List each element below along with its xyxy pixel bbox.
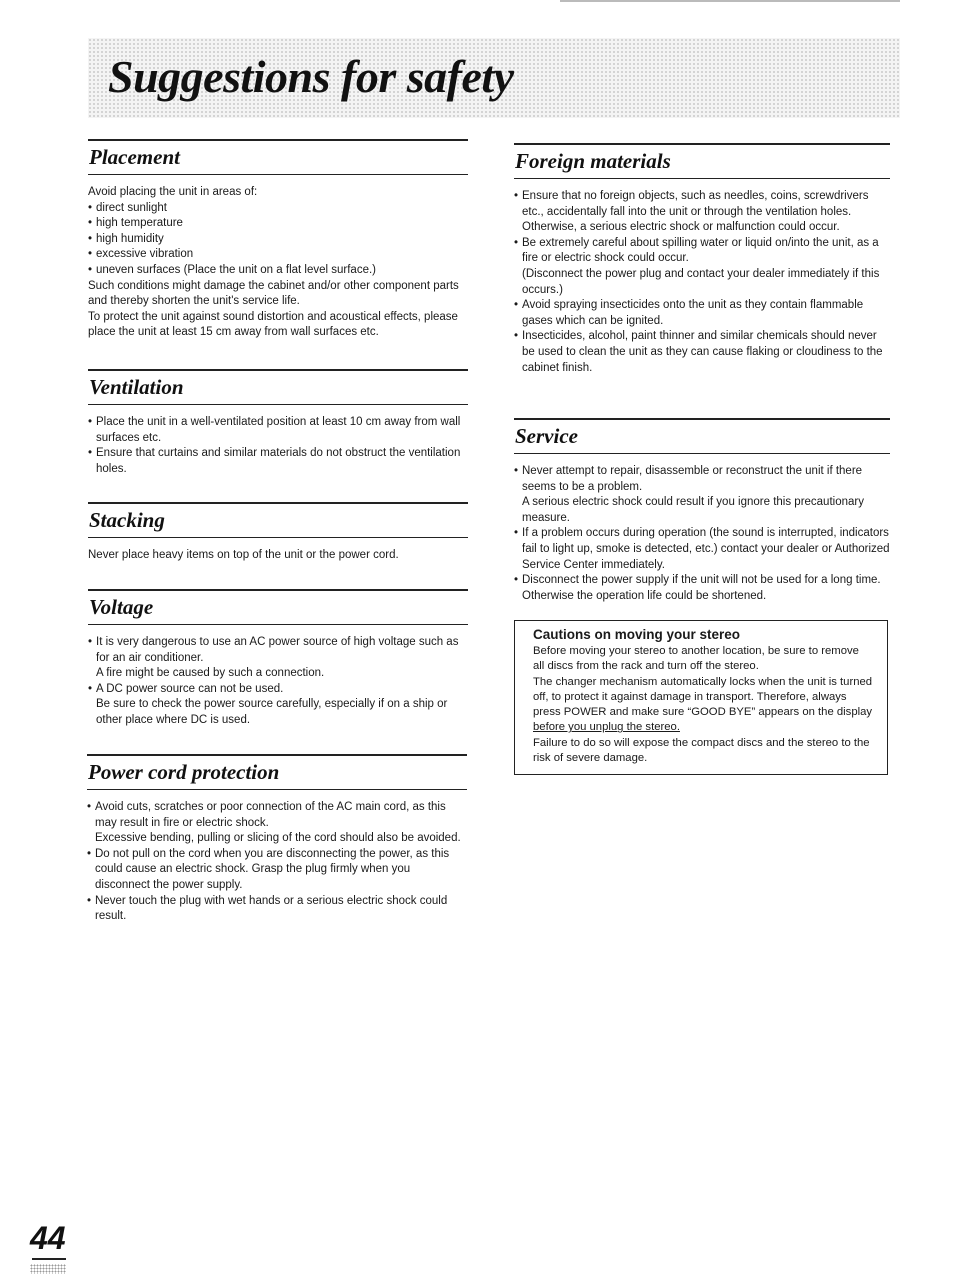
list-item-note: A serious electric shock could result if you ignore this precautionary measure. (522, 496, 864, 524)
list-item: • Never attempt to repair, disassemble or reconstruct the unit if there seems to be a problem. (514, 464, 890, 495)
section-heading: Ventilation (89, 375, 184, 399)
list-item-note: Excessive bending, pulling or slicing of the cord should also be avoided. (95, 832, 461, 845)
paragraph: Never place heavy items on top of the unit or the power cord. (88, 549, 399, 561)
list-item: • Ensure that no foreign objects, such as needles, coins, screwdrivers etc., accidentally fall into the unit or through the ventilation holes. (514, 189, 890, 220)
list-item: • If a problem occurs during operation (the sound is interrupted, indicators fail to light up, smoke is detected, etc.) contact your dealer or Authorized Service Center immediately. (514, 526, 890, 573)
page-number-rule (32, 1258, 66, 1260)
section-body (87, 800, 467, 925)
section-placement (88, 139, 468, 341)
list-item: • Never touch the plug with wet hands or a serious electric shock could result. (87, 894, 467, 925)
section-voltage (88, 589, 468, 729)
list-item: • Disconnect the power supply if the unit will not be used for a long time. Otherwise the operation life could be shortened. (514, 573, 890, 604)
intro-text: Avoid placing the unit in areas of: (88, 186, 258, 198)
list-item: • Be extremely careful about spilling water or liquid on/into the unit, as a fire or electric shock could occur. (514, 236, 890, 267)
section-body (514, 464, 890, 604)
section-body (514, 189, 890, 376)
section-header (88, 502, 468, 538)
list-item: • direct sunlight (88, 201, 468, 217)
list-item: • Ensure that curtains and similar materials do not obstruct the ventilation holes. (88, 446, 468, 477)
list-item-note: Otherwise, a serious electric shock or malfunction could occur. (522, 221, 840, 234)
section-header (514, 418, 890, 454)
section-header (87, 754, 467, 790)
cautions-heading: Cautions on moving your stereo (533, 627, 741, 642)
section-header (88, 139, 468, 175)
paragraph: Such conditions might damage the cabinet and/or other component parts and thereby shorten the unit's service life. (88, 279, 459, 308)
section-body (88, 635, 468, 729)
section-service (514, 418, 890, 604)
list-item: • high humidity (88, 232, 468, 248)
section-header (514, 143, 890, 179)
list-item: • Do not pull on the cord when you are disconnecting the power, as this could cause an electric shock. Grasp the plug firmly when you disconnect the power supply. (87, 847, 467, 894)
list-item: • high temperature (88, 216, 468, 232)
paragraph: To protect the unit against sound distortion and acoustical effects, please place the unit at least 15 cm away from wall surfaces etc. (88, 310, 458, 339)
section-heading: Voltage (89, 595, 154, 619)
scan-specks (30, 1264, 66, 1274)
paragraph-text: The changer mechanism automatically locks when the unit is turned off, to protect it against damage in transport. Therefore, always press POWER and make sure “GOOD BYE” appears on the display (533, 675, 873, 719)
list-item-note: A fire might be caused by such a connection. (96, 667, 325, 680)
top-edge-rule (560, 0, 900, 2)
page-title: Suggestions for safety (108, 51, 514, 102)
section-power-cord-protection (87, 754, 467, 925)
list-item: • Avoid spraying insecticides onto the unit as they contain flammable gases which can be ignited. (514, 298, 890, 329)
list-item: • Insecticides, alcohol, paint thinner and similar chemicals should never be used to clean the unit as they can cause flaking or cloudiness to the cabinet finish. (514, 329, 890, 376)
section-header (88, 589, 468, 625)
section-header (88, 369, 468, 405)
list-item-note: (Disconnect the power plug and contact your dealer immediately if this occurs.) (522, 267, 880, 296)
list-item-note: Be sure to check the power source carefully, especially if on a ship or other place where DC is used. (96, 698, 448, 726)
section-body (88, 548, 468, 564)
section-body (88, 415, 468, 477)
paragraph: Before moving your stereo to another location, be sure to remove all discs from the rack and turn off the stereo. (533, 645, 859, 673)
page-number: 44 (30, 1220, 66, 1256)
section-body (88, 185, 468, 341)
cautions-body (533, 644, 873, 766)
section-foreign-materials (514, 143, 890, 376)
list-item: • Place the unit in a well-ventilated position at least 10 cm away from wall surfaces etc. (88, 415, 468, 446)
list-item: • excessive vibration (88, 247, 468, 263)
list-item: • A DC power source can not be used. (88, 682, 468, 698)
list-item: • It is very dangerous to use an AC power source of high voltage such as for an air conditioner. (88, 635, 468, 666)
list-item: • uneven surfaces (Place the unit on a flat level surface.) (88, 263, 468, 279)
section-ventilation (88, 369, 468, 477)
list-item: • Avoid cuts, scratches or poor connection of the AC main cord, as this may result in fire or electric shock. (87, 800, 467, 831)
underlined-text: before you unplug the stereo. (533, 721, 680, 734)
section-heading: Placement (89, 145, 180, 169)
cautions-box (514, 620, 888, 775)
section-stacking (88, 502, 468, 564)
section-heading: Service (515, 424, 578, 448)
section-heading: Stacking (89, 508, 165, 532)
paragraph: Failure to do so will expose the compact discs and the stereo to the risk of severe damage. (533, 736, 870, 765)
section-heading: Power cord protection (88, 760, 280, 784)
section-heading: Foreign materials (515, 149, 671, 173)
paragraph (533, 675, 873, 736)
